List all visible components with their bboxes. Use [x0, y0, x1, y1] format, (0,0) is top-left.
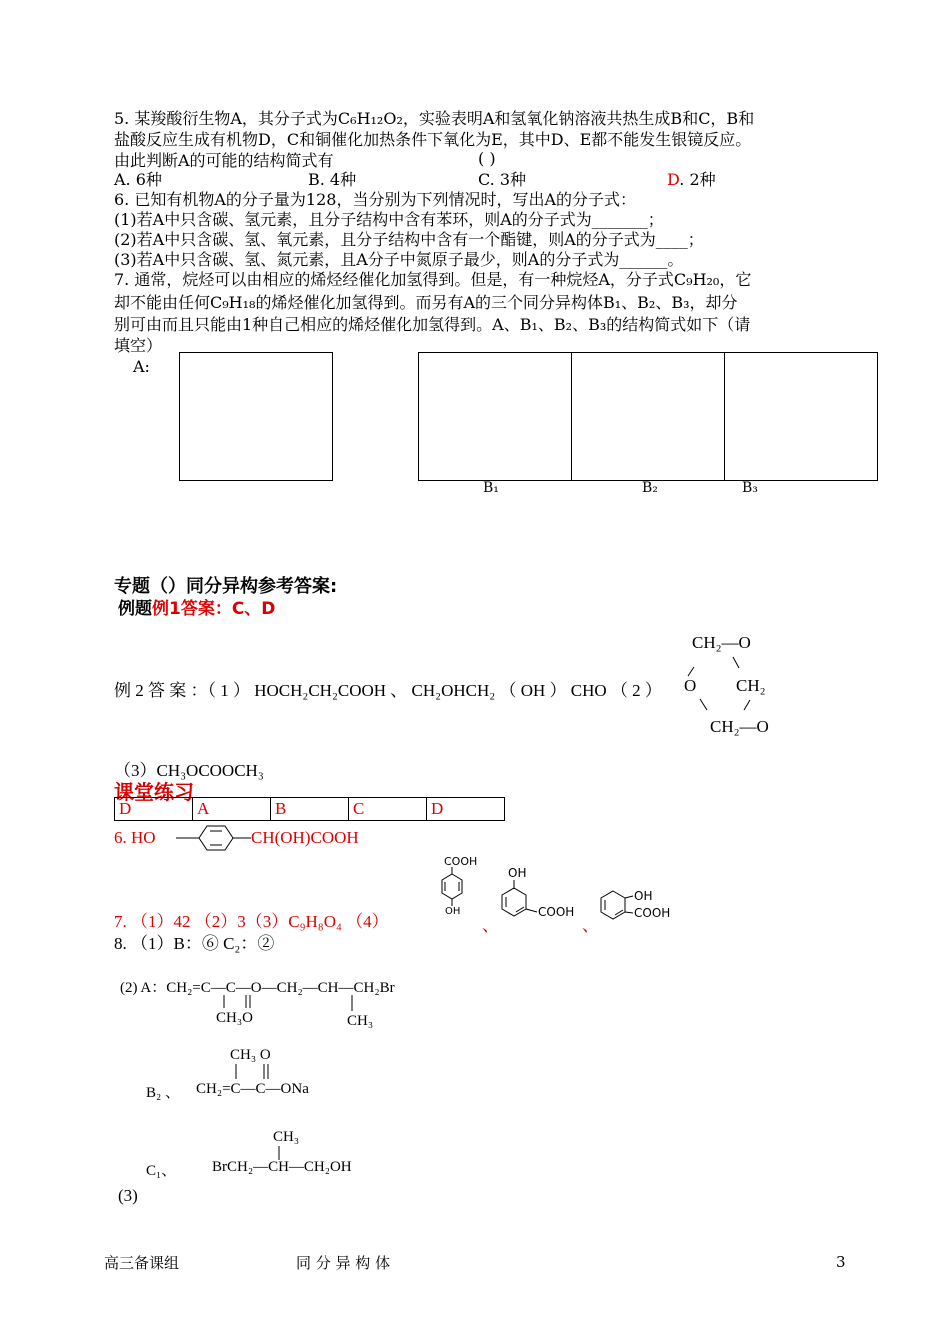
q5-option-b: B. 4种 — [308, 170, 357, 189]
practice-answer-4: C — [349, 798, 427, 821]
answer7-text: 7. （1）42 （2）3（3）C₉H₈O₄ （4） — [114, 912, 389, 931]
q6-line2: (2)若A中只含碳、氢、氧元素，且分子结构中含有一个酯键，则A的分子式为____； — [114, 230, 704, 249]
practice-answer-2: A — [193, 798, 271, 821]
q7-line4: 填空） — [114, 336, 163, 355]
b2-label: B₂ 、 — [146, 1085, 180, 1101]
practice-answer-3: B — [271, 798, 349, 821]
answer6-prefix: 6. HO — [114, 828, 156, 847]
example2-part3: （3）CH₃OCOOCH₃ — [114, 761, 264, 780]
answer8-3: (3) — [118, 1186, 138, 1205]
answer8-2-sub-left: CH₃O — [216, 1010, 253, 1026]
label-b2: B₂ — [642, 480, 658, 496]
struct2-oh: OH — [508, 866, 527, 880]
q7-line3: 别可由而且只能由1种自己相应的烯烃催化加氢得到。A、B₁、B₂、B₃的结构简式如下（请 — [114, 315, 751, 334]
ring-top: CH₂—O — [692, 633, 751, 652]
example2-answer: 例 2 答 案 ：（ 1 ） HOCH₂CH₂COOH 、 CH₂OHCH₂ （ OH ） CHO （ 2 ） — [114, 681, 662, 700]
q5-option-a: A. 6种 — [114, 170, 162, 189]
b2-top: CH₃ O — [230, 1047, 271, 1063]
footer-center: 同 分 异 构 体 — [296, 1254, 391, 1272]
q5-line3: 由此判断A的可能的结构简式有 — [114, 151, 334, 170]
struct3-oh: OH — [634, 889, 653, 903]
page-number: 3 — [836, 1253, 846, 1271]
practice-title: 课堂练习 — [114, 780, 194, 804]
practice-answer-5: D — [427, 798, 505, 821]
q5-option-c: C. 3种 — [478, 170, 527, 189]
answer7-separator-2: 、 — [582, 916, 599, 936]
struct3-cooh: COOH — [634, 906, 671, 920]
example1-red: 例1答案：C、D — [152, 599, 276, 619]
ring-o: O — [684, 676, 697, 695]
q5-option-d-text: . 2种 — [679, 170, 716, 189]
struct1-cooh: COOH — [444, 855, 478, 868]
struct1-oh: OH — [445, 906, 461, 917]
ring-ch2: CH₂ — [736, 676, 766, 695]
c1-label: C₁、 — [146, 1163, 177, 1179]
q5-line2: 盐酸反应生成有机物D，C和铜催化加热条件下氧化为E，其中D、E都不能发生银镜反应。 — [114, 130, 752, 149]
practice-answer-1: D — [115, 798, 193, 821]
q6-line1: (1)若A中只含碳、氢元素，且分子结构中含有苯环，则A的分子式为_______； — [114, 210, 664, 229]
b2-structure: CH₂=C—C—ONa — [196, 1081, 309, 1097]
footer-left: 高三备课组 — [104, 1254, 180, 1272]
answer6-suffix: CH(OH)COOH — [251, 828, 359, 847]
struct2-cooh: COOH — [538, 905, 575, 919]
answer8-line1: 8. （1）B：⑥ C₂：② — [114, 934, 275, 953]
label-b3: B₃ — [742, 480, 758, 496]
q7-label-a: A: — [133, 357, 150, 376]
c1-top: CH₃ — [273, 1129, 300, 1145]
answer8-2-structure-a: (2) A：CH₂=C—C—O—CH₂—CH—CH₂Br — [120, 980, 395, 996]
q5-line1: 5. 某羧酸衍生物A，其分子式为C₆H₁₂O₂，实验表明A和氢氧化钠溶液共热生成B和C，B和 — [114, 109, 755, 128]
q6-line3: (3)若A中只含碳、氢、氮元素，且A分子中氮原子最少，则A的分子式为______。 — [114, 250, 684, 269]
q5-option-d: D. 2种 — [667, 170, 716, 189]
c1-structure: BrCH₂—CH—CH₂OH — [212, 1159, 352, 1175]
q7-line2: 却不能由任何C₉H₁₈的烯烃催化加氢得到。而另有A的三个同分异构体B₁、B₂、B₃，却分 — [114, 293, 738, 312]
label-b1: B₁ — [483, 480, 499, 496]
example1-prefix: 例题 — [118, 599, 152, 619]
answer7-separator-1: 、 — [482, 916, 499, 936]
answer8-2-sub-right: CH₃ — [347, 1013, 374, 1029]
q6-line0: 6. 已知有机物A的分子量为128，当分别为下列情况时，写出A的分子式： — [114, 190, 637, 209]
q5-answer-paren: ( ) — [478, 149, 496, 168]
answers-title: 专题（）同分异构参考答案: — [114, 576, 338, 597]
q7-line1: 7. 通常，烷烃可以由相应的烯烃经催化加氢得到。但是，有一种烷烃A，分子式C₉H₂₀，它 — [114, 270, 752, 289]
ring-bottom: CH₂—O — [710, 717, 769, 736]
